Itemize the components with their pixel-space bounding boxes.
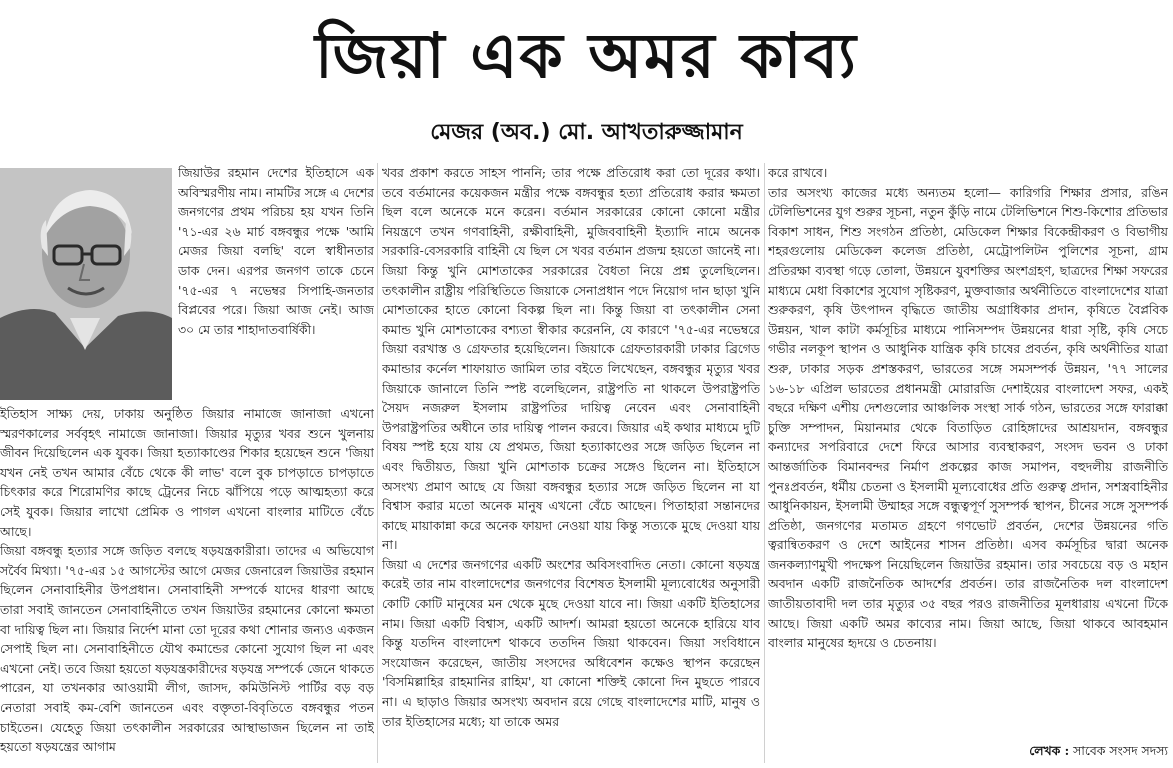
article-column-2 [382,163,760,768]
author-portrait-photo [0,168,172,400]
author-note-text: সাবেক সংসদ সদস্য [1073,743,1168,758]
portrait-illustration [0,168,172,400]
article-paragraph: তার অসংখ্য কাজের মধ্যে অন্যতম হলো— কারিগরি শিক্ষার প্রসার, রঙিন টেলিভিশনের যুগ শুরুর সূচনা, নতুন কুঁড়ি নামে টেলিভিশনে শিশু-কিশোর প্রতিভার বিকাশ সাধন, শিশু সংগঠন প্রতিষ্ঠা, মেডিকেল শিক্ষার বিকেন্দ্রীকরণ ও বিভাগীয় শহরগুলোয় মেডিকেল কলেজ প্রতিষ্ঠা, মেট্রোপলিটন পুলিশের সূচনা, গ্রাম প্রতিরক্ষা ব্যবস্থা গড়ে তোলা, উন্নয়নে যুবশক্তির অংশগ্রহণ, ছাত্রদের শিক্ষা সফরের মাধ্যমে মেধা বিকাশের সুযোগ সৃষ্টিকরণ, মুক্তবাজার অর্থনীতিতে বাংলাদেশের যাত্রা শুরুকরণ, কৃষি উৎপাদন বৃদ্ধিতে জাতীয় অগ্রাধিকার প্রদান, কৃষিতে বৈপ্লবিক উন্নয়ন, খাল কাটা কর্মসূচির মাধ্যমে পানিসম্পদ উন্নয়নের ধারা সৃষ্টি, কৃষি সেচে গভীর নলকূপ স্থাপন ও আধুনিক যান্ত্রিক কৃষি চাষের প্রবর্তন, কৃষি অর্থনীতির যাত্রা শুরু, ঢাকার সড়ক প্রশস্তকরণ, ভারতের সঙ্গে সমসম্পর্ক উন্নয়ন, '৭৭ সালের ১৬-১৮ এপ্রিল ভারতের প্রধানমন্ত্রী মোরারজি দেশাইয়ের বাংলাদেশ সফর, একই বছরে দক্ষিণ এশীয় দেশগুলোর আঞ্চলিক সংস্থা সার্ক গঠন, ভারতের সঙ্গে ফারাক্কা চুক্তি সম্পাদন, মিয়ানমার থেকে বিতাড়িত রোহিঙ্গাদের আশ্রয়দান, বঙ্গবন্ধুর কন্যাদের সপরিবারে দেশে ফিরে আসার ব্যবস্থাকরণ, সংসদ ভবন ও ঢাকা আন্তর্জাতিক বিমানবন্দর নির্মাণ প্রকল্পের কাজ সমাপন, বহুদলীয় রাজনীতি পুনঃপ্রবর্তন, ধর্মীয় চেতনা ও ইসলামী মূল্যবোধের প্রতি গুরুত্ব প্রদান, সশস্ত্রবাহিনীর আধুনিকায়ন, ইসলামী উম্মাহর সঙ্গে বন্ধুত্বপূর্ণ সুসম্পর্ক স্থাপন, চীনের সঙ্গে সুসম্পর্ক প্রতিষ্ঠা, জনগণের মতামত গ্রহণে গণভোট প্রবর্তন, দেশের উন্নয়নের গতি ত্বরান্বিতকরণ ও দেশে আইনের শাসন প্রতিষ্ঠা। এসব কর্মসূচির দ্বারা অনেক জনকল্যাণমুখী পদক্ষেপ নিয়েছিলেন জিয়াউর রহমান। তার সবচেয়ে বড় ও মহান অবদান একটি রাজনৈতিক আদর্শের প্রবর্তন। তার রাজনৈতিক দল বাংলাদেশ জাতীয়তাবাদী দল তার মৃত্যুর ৩৫ বছর পরও রাজনীতির মূলধারায় এখনো টিকে আছে। জিয়া একটি অমর কাব্যের নাম। জিয়া আছে, জিয়া থাকবে আবহমান বাংলার মানুষের হৃদয়ে ও চেতনায়। [768,184,1168,651]
article-column-3 [768,163,1168,729]
article-paragraph: জিয়া বঙ্গবন্ধু হত্যার সঙ্গে জড়িত বলছে ষড়যন্ত্রকারীরা। তাদের এ অভিযোগ সর্বৈব মিথ্যা। '৭৫-এর ১৫ আগস্টের আগে মেজর জেনারেল জিয়াউর রহমান ছিলেন সেনাবাহিনীর উপপ্রধান। সেনাবাহিনী সম্পর্কে যাদের ধারণা আছে তারা সবাই জানতেন সেনাবাহিনীতে তখন জিয়াউর রহমানের কোনো ক্ষমতা বা দায়িত্ব ছিল না। জিয়ার নির্দেশ মানা তো দূরের কথা শোনার জন্যও একজন সেপাই ছিল না। সেনাবাহিনীতে যৌথ কমান্ডের কোনো সুযোগ ছিল না এবং এখনো নেই। তবে জিয়া হয়তো ষড়যন্ত্রকারীদের ষড়যন্ত্র সম্পর্কে জেনে থাকতে পারেন, যা তখনকার আওয়ামী লীগ, জাসদ, কমিউনিস্ট পার্টির বড় বড় নেতারা সবাই কম-বেশি জানতেন এবং বক্তৃতা-বিবৃতিতে বঙ্গবন্ধুর পতন চাইতেন। যেহেতু জিয়া তৎকালীন সরকারের আস্থাভাজন ছিলেন না তাই হয়তো ষড়যন্ত্রের আগাম [0,543,374,755]
article-column-1-bottom [0,404,374,768]
author-note [768,741,1168,761]
article-paragraph: খবর প্রকাশ করতে সাহস পাননি; তার পক্ষে প্রতিরোধ করা তো দূরের কথা। তবে বর্তমানের কয়েকজন মন্ত্রীর পক্ষে বঙ্গবন্ধুর হত্যা প্রতিরোধ করার ক্ষমতা ছিল বলে অনেকে মনে করেন। বর্তমান সরকারের কোনো কোনো মন্ত্রীর নিয়ন্ত্রণে তখন গণবাহিনী, রক্ষীবাহিনী, মুজিববাহিনী ইত্যাদি নামে অনেক সরকারি-বেসরকারি বাহিনী যে ছিল সে খবর বর্তমান প্রজন্ম হয়তো জানেই না। জিয়া কিন্তু খুনি মোশতাকের সরকারের বৈধতা নিয়ে প্রশ্ন তুলেছিলেন। তৎকালীন রাষ্ট্রীয় পরিস্থিতিতে জিয়াকে সেনাপ্রধান পদে নিয়োগ দান ছাড়া খুনি মোশতাকের হাতে কোনো বিকল্প ছিল না। কিন্তু জিয়া বা তৎকালীন সেনা কমান্ড খুনি মোশতাকের বশ্যতা স্বীকার করেননি, যে কারণে '৭৫-এর নভেম্বরে জিয়া বরখাস্ত ও গ্রেফতার হয়েছিলেন। জিয়াকে গ্রেফতারকারী ঢাকার ব্রিগেড কমান্ডার কর্নেল শাফায়াত জামিল তার বইতে লিখেছেন, বঙ্গবন্ধুর মৃত্যুর খবর জিয়াকে জানালে তিনি স্পষ্ট বলেছিলেন, রাষ্ট্রপতি না থাকলে উপরাষ্ট্রপতি সৈয়দ নজরুল ইসলাম রাষ্ট্রপতির দায়িত্ব নেবেন এবং সেনাবাহিনী উপরাষ্ট্রপতির অধীনে তার দায়িত্ব পালন করবে। জিয়ার এই কথার মাধ্যমে দুটি বিষয় স্পষ্ট হয়ে যায় যে প্রথমত, জিয়া হত্যাকাণ্ডের সঙ্গে জড়িত ছিলেন না এবং দ্বিতীয়ত, জিয়া খুনি মোশতাক চক্রের সঙ্গেও ছিলেন না। ইতিহাসে অসংখ্য প্রমাণ আছে যে জিয়া বঙ্গবন্ধুর হত্যার সঙ্গে জড়িত ছিলেন না যা বিশ্বাস করার মতো অনেক মানুষ এখনো বেঁচে আছেন। পিতাহারা সন্তানদের কাছে মায়াকান্না করে অনেক ফায়দা নেওয়া যায় কিন্তু সত্যকে মুছে দেওয়া যায় না। [382,165,760,553]
article-paragraph: করে রাখবে। [768,165,828,180]
article-paragraph: জিয়াউর রহমান দেশের ইতিহাসে এক অবিস্মরণীয় নাম। নামটির সঙ্গে এ দেশের জনগণের প্রথম পরিচয় হয় যখন তিনি '৭১-এর ২৬ মার্চ বঙ্গবন্ধুর পক্ষে 'আমি মেজর জিয়া বলছি' বলে স্বাধীনতার ডাক দেন। এরপর জনগণ তাকে চেনে '৭৫-এর ৭ নভেম্বর সিপাহি-জনতার বিপ্লবের পরে। জিয়া আজ নেই। আজ ৩০ মে তার শাহাদাতবার্ষিকী। [178,165,374,337]
article-paragraph: জিয়া এ দেশের জনগণের একটি অংশের অবিসংবাদিত নেতা। কোনো ষড়যন্ত্র করেই তার নাম বাংলাদেশের জনগণের বিশেষত ইসলামী মূল্যবোধের অনুসারী কোটি কোটি মানুষের মন থেকে মুছে দেওয়া যাবে না। জিয়া একটি ইতিহাসের নাম। জিয়া একটি বিশ্বাস, একটি আদর্শ। আমরা হয়তো অনেকে হারিয়ে যাব কিন্তু যতদিন বাংলাদেশ থাকবে ততদিন জিয়া থাকবেন। জিয়া সংবিধানে সংযোজন করেছেন, জাতীয় সংসদের অধিবেশন কক্ষেও স্থাপন করেছেন 'বিসমিল্লাহির রাহমানির রাহিম', যা কোনো শক্তিই কোনো দিন মুছতে পারবে না। এ ছাড়াও জিয়ার অসংখ্য অবদান রয়ে গেছে বাংলাদেশের মাটি, মানুষ ও তার ইতিহাসের মধ্যে; যা তাকে অমর [382,556,760,729]
article-headline: জিয়া এক অমর কাব্য [314,19,859,92]
column-divider [377,163,378,763]
author-note-label: লেখক : [1029,743,1070,758]
article-byline: মেজর (অব.) মো. আখতারুজ্জামান [430,120,743,145]
article-column-1-top [178,163,374,401]
column-divider [764,163,765,763]
article-paragraph: ইতিহাস সাক্ষ্য দেয়, ঢাকায় অনুষ্ঠিত জিয়ার নামাজে জানাজা এখনো স্মরণকালের সর্ববৃহৎ নামাজে জানাজা। জিয়ার মৃত্যুর খবর শুনে খুলনায় জীবন দিয়েছিলেন এক যুবক। জিয়া হত্যাকাণ্ডের শিকার হয়েছেন শুনে 'জিয়া যখন নেই তখন আমার বেঁচে থেকে কী লাভ' বলে বুক চাপড়াতে চাপড়াতে চিৎকার করে শিরোমণির কাছে ট্রেনের নিচে ঝাঁপিয়ে পড়ে আত্মহত্যা করে সেই যুবক। জিয়ার লাখো প্রেমিক ও পাগল এখনো বাংলার মাটিতে বেঁচে আছে। [0,406,374,539]
